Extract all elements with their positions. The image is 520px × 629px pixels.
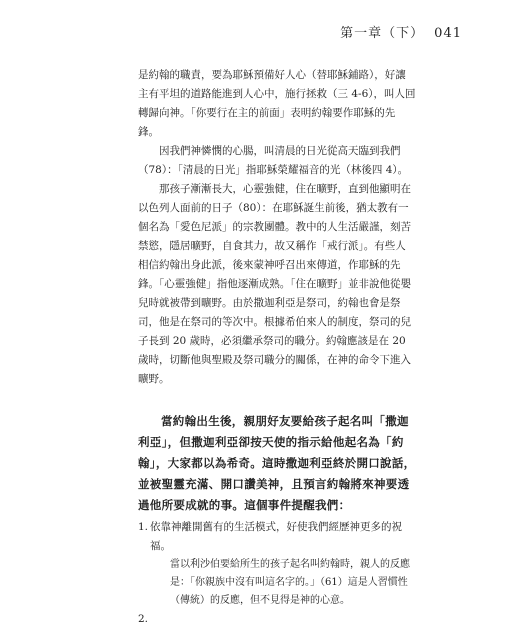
paragraph: 是約翰的職責，要為耶穌預備好人心（替耶穌鋪路），好讓主有平坦的道路能進到人心中，施行拯救（三 4-6），叫人回轉歸向神。「你要行在主的前面」表明約翰要作耶穌的先鋒。 — [138, 69, 416, 138]
page-number: 041 — [434, 26, 462, 41]
list-item-quote: 當以利沙伯要給所生的孩子起名叫約翰時，親人的反應是：「你親族中沒有叫這名字的。」（61）這是人習慣性（傳統）的反應，但不見得是神的心意。 — [170, 559, 410, 606]
list-item — [138, 518, 416, 610]
chapter-title: 第一章（下） — [340, 26, 425, 41]
list-item-number: 1. — [138, 521, 149, 533]
section-gap — [138, 389, 416, 411]
lesson-list — [138, 518, 416, 629]
paragraph: 因我們神憐憫的心腸，叫清晨的日光從高天臨到我們（78）：「清晨的日光」指耶穌榮耀福音的光（林後四 4）。 — [138, 145, 409, 176]
list-item-text: 依靠神離開舊有的生活模式，好使我們經歷神更多的祝福。 — [150, 521, 402, 552]
list-item — [138, 610, 416, 629]
page-body — [138, 66, 416, 629]
sermon-paragraph: 當約翰出生後，親朋好友要給孩子起名叫「撒迦利亞」，但撒迦利亞卻按天使的指示給他起名為「約翰」，大家都以為希奇。這時撒迦利亞終於開口說話，並被聖靈充滿、開口讚美神，且預言約翰將來神要透過他所要成就的事。這個事件提醒我們： — [138, 414, 416, 512]
paragraph: 那孩子漸漸長大，心靈強健，住在曠野，直到他顯明在以色列人面前的日子（80）：在耶穌誕生前後，猶太教有一個名為「愛色尼派」的宗教團體。教中的人生活嚴謹，刻苦禁慾，隱居曠野，自食其力，故又稱作「戒行派」。有些人相信約翰出身此派，後來蒙神呼召出來傳道，作耶穌的先鋒。「心靈強健」指他逐漸成熟。「住在曠野」並非說他從嬰兒時就被帶到曠野。由於撒迦利亞是祭司，約翰也會是祭司，他是在祭司的等次中。根據希伯來人的制度，祭司的兒子長到 20 歲時，必須繼承祭司的職分。約翰應該是在 20 歲時，切斷他與聖殿及祭司職分的關係，在神的命令下進入曠野。 — [138, 183, 411, 385]
running-head — [340, 22, 462, 41]
list-item-number: 2. — [138, 613, 149, 625]
